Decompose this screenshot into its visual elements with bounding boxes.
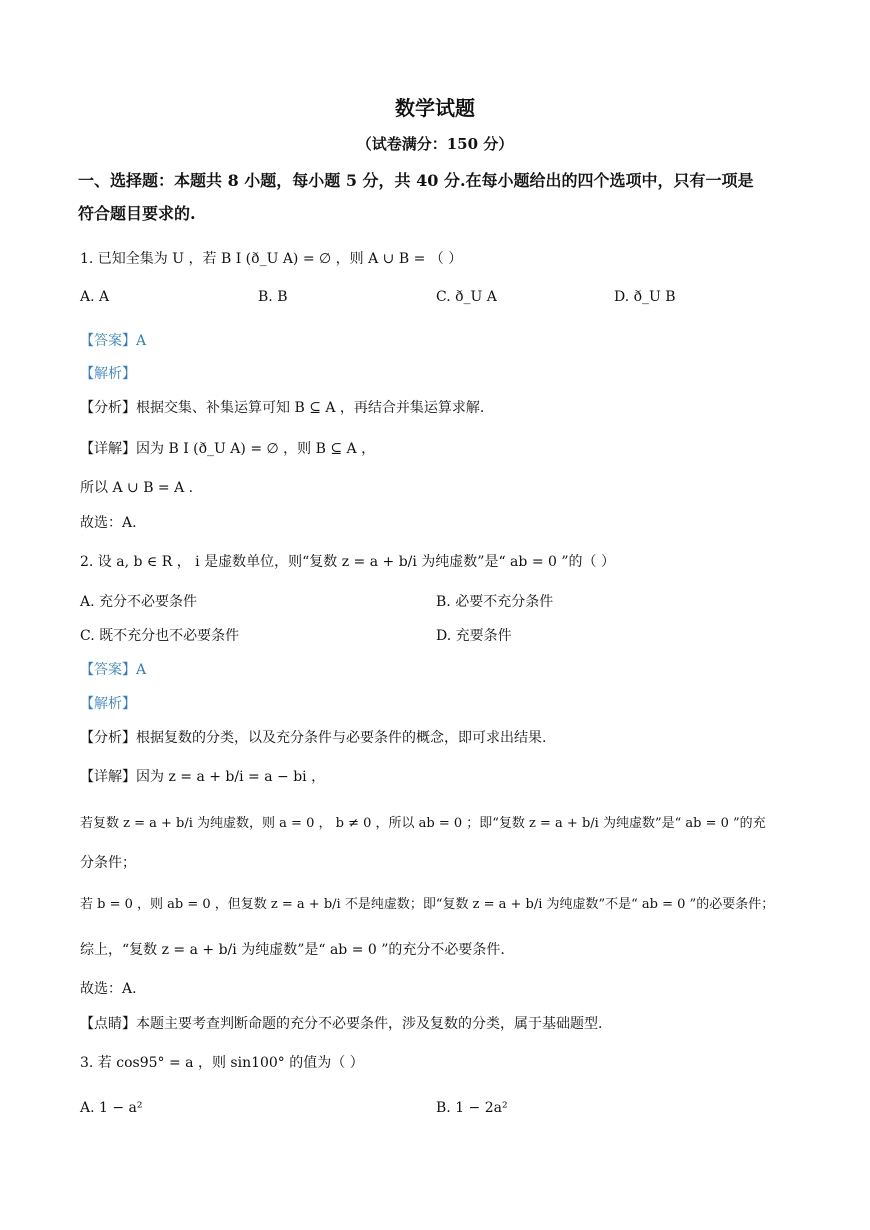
q1-fenxi: 【分析】根据交集、补集运算可知 B ⊆ A ，再结合并集运算求解. <box>80 400 485 416</box>
q2-option-b: B. 必要不充分条件 <box>436 594 554 610</box>
q1-answer <box>80 330 146 350</box>
q2-line-a1: 若复数 z = a + b/i 为纯虚数，则 a = 0 ， b ≠ 0 ，所以 ab = 0 ；即“复数 z = a + b/i 为纯虚数”是“ ab = 0 ”的充 <box>80 816 766 831</box>
q2-answer: 【答案】A <box>80 662 147 678</box>
q3-option-a: A. 1 − a² <box>80 1100 143 1116</box>
q2-line-a2: 分条件； <box>80 855 136 871</box>
q2-line-c: 综上，“复数 z = a + b/i 为纯虚数”是“ ab = 0 ”的充分不必要条件. <box>80 942 505 958</box>
q2-choose: 故选：A. <box>80 981 137 997</box>
section-heading-line2: 符合题目要求的. <box>78 204 196 223</box>
q2-dianjing: 【点睛】本题主要考查判断命题的充分不必要条件，涉及复数的分类，属于基础题型. <box>80 1016 603 1032</box>
q1-analysis-tag: 【解析】 <box>80 366 136 382</box>
q1-choose: 故选：A. <box>80 515 137 531</box>
page-title: 数学试题 <box>395 96 475 120</box>
section-heading-line1: 一、选择题：本题共 8 小题，每小题 5 分，共 40 分.在每小题给出的四个选项中，只有一项是 <box>78 171 754 190</box>
q1-option-b: B. B <box>258 289 288 305</box>
q2-detail: 【详解】因为 z = a + b/i = a − bi ， <box>80 769 326 785</box>
q1-option-c: C. ð_U A <box>436 289 497 305</box>
q2-fenxi: 【分析】根据复数的分类，以及充分条件与必要条件的概念，即可求出结果. <box>80 730 547 746</box>
q2-line-b: 若 b = 0 ，则 ab = 0 ，但复数 z = a + b/i 不是纯虚数；即“复数 z = a + b/i 为纯虚数”不是“ ab = 0 ”的必要条件； <box>80 897 775 912</box>
q1-so: 所以 A ∪ B = A . <box>80 480 194 496</box>
q2-stem: 2. 设 a, b ∈ R ， i 是虚数单位，则“复数 z = a + b/i 为纯虚数”是“ ab = 0 ”的（ ） <box>80 554 615 570</box>
q1-option-a: A. A <box>80 289 110 305</box>
q1-detail: 【详解】因为 B I (ð_U A) = ∅ ，则 B ⊆ A ， <box>80 441 376 457</box>
q2-analysis-tag: 【解析】 <box>80 696 136 712</box>
q1-stem: 1. 已知全集为 U ，若 B I (ð_U A) = ∅ ，则 A ∪ B = （ ） <box>80 251 463 267</box>
q2-option-c: C. 既不充分也不必要条件 <box>80 628 240 644</box>
q3-stem: 3. 若 cos95° = a ，则 sin100° 的值为（ ） <box>80 1055 364 1071</box>
q1-option-d: D. ð_U B <box>614 289 676 305</box>
q2-option-a: A. 充分不必要条件 <box>80 594 198 610</box>
q2-option-d: D. 充要条件 <box>436 628 512 644</box>
q3-option-b: B. 1 − 2a² <box>436 1100 508 1116</box>
page-subtitle: （试卷满分：150 分） <box>356 135 514 153</box>
q1-answer-text: 【答案】A <box>80 333 147 349</box>
